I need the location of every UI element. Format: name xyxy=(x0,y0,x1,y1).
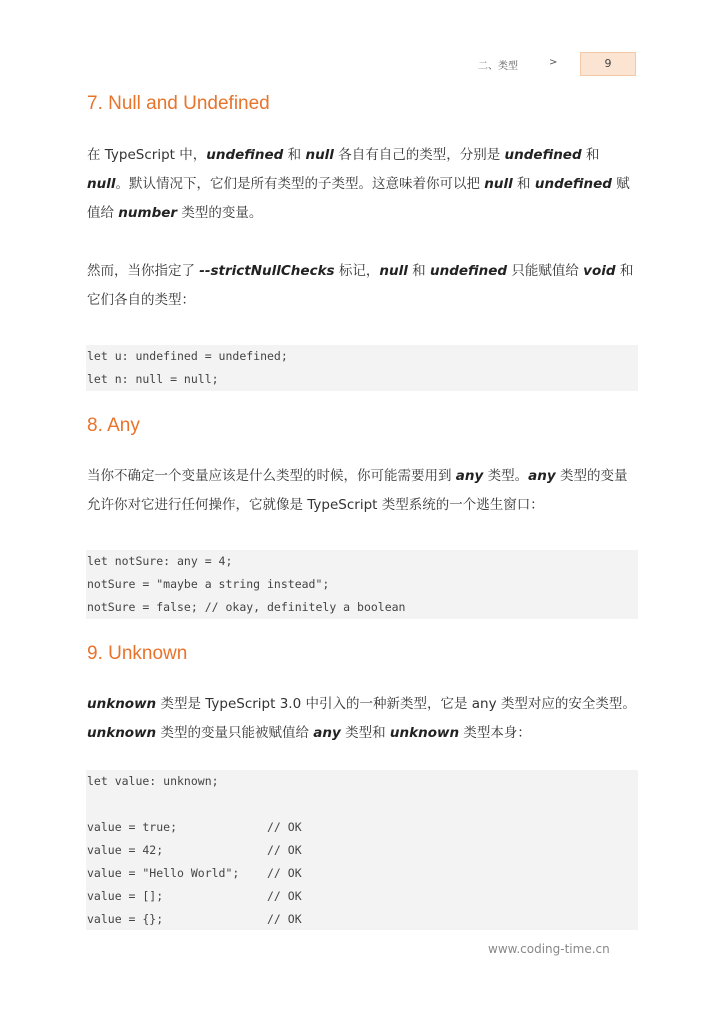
keyword: undefined xyxy=(429,263,508,279)
code-line: let notSure: any = 4; xyxy=(87,554,233,568)
keyword: null xyxy=(484,176,513,192)
keyword: unknown xyxy=(87,696,157,712)
keyword: null xyxy=(305,147,334,163)
keyword: any xyxy=(455,468,484,484)
text-run: 赋值给 xyxy=(87,176,630,221)
code-line xyxy=(87,793,638,816)
code-line: let n: null = null; xyxy=(87,372,219,386)
keyword: undefined xyxy=(504,147,582,163)
code-line: value = "Hello World"; // OK xyxy=(87,866,302,880)
paragraph xyxy=(87,462,639,520)
text-run: 然而，当你指定了 xyxy=(87,263,200,279)
section-heading-unknown: 9. Unknown xyxy=(87,643,188,664)
text-run: 只能赋值给 xyxy=(507,263,584,279)
code-line: value = 42; // OK xyxy=(87,843,302,857)
paragraph xyxy=(87,690,639,748)
code-line: value = true; // OK xyxy=(87,820,302,834)
keyword: any xyxy=(313,725,341,741)
text-run: 。默认情况下，它们是所有类型的子类型。这意味着你可以把 xyxy=(115,176,485,192)
page-header xyxy=(0,52,724,78)
keyword: unknown xyxy=(87,725,157,741)
text-run: 当你不确定一个变量应该是什么类型的时候，你可能需要用到 xyxy=(87,468,456,484)
text-run: 和 xyxy=(407,263,430,279)
text-run: 类型本身： xyxy=(459,725,531,741)
code-line: let value: unknown; xyxy=(87,774,219,788)
code-block xyxy=(86,770,638,930)
text-run: 标记， xyxy=(334,263,380,279)
text-run: 和 xyxy=(512,176,535,192)
chevron-right-icon: > xyxy=(549,57,558,68)
page-number: 9 xyxy=(580,52,636,76)
keyword: any xyxy=(528,468,556,484)
keyword: unknown xyxy=(389,725,460,741)
chapter-label: 二、类型 xyxy=(478,61,518,72)
paragraph xyxy=(87,257,639,315)
text-run: 类型的变量允许你对它进行任何操作，它就像是 TypeScript 类型系统的一个逃生窗口： xyxy=(87,468,628,513)
website-url: www.coding-time.cn xyxy=(488,942,610,956)
keyword: undefined xyxy=(534,176,612,192)
text-run: 类型的变量。 xyxy=(177,205,263,221)
text-run: 和它们各自的类型： xyxy=(87,263,634,308)
keyword: number xyxy=(118,205,178,221)
keyword: undefined xyxy=(206,147,284,163)
paragraph xyxy=(87,141,639,228)
text-run: 和 xyxy=(283,147,306,163)
text-run: 类型是 TypeScript 3.0 中引入的一种新类型，它是 any 类型对应的安全类型。 xyxy=(156,696,636,712)
keyword: null xyxy=(87,176,116,192)
section-heading-null-undefined: 7. Null and Undefined xyxy=(87,93,270,114)
keyword: void xyxy=(583,263,616,279)
code-line: let u: undefined = undefined; xyxy=(87,349,288,363)
code-line: notSure = false; // okay, definitely a boolean xyxy=(87,600,406,614)
text-run: 在 TypeScript 中， xyxy=(87,147,207,163)
text-run: 类型和 xyxy=(340,725,390,741)
code-block xyxy=(86,550,638,619)
keyword: null xyxy=(379,263,408,279)
code-line: value = []; // OK xyxy=(87,889,302,903)
code-line: value = {}; // OK xyxy=(87,912,302,926)
text-run: 类型的变量只能被赋值给 xyxy=(156,725,314,741)
section-heading-any: 8. Any xyxy=(87,415,140,436)
keyword: --strictNullChecks xyxy=(199,263,335,279)
text-run: 各自有自己的类型，分别是 xyxy=(333,147,505,163)
code-block xyxy=(86,345,638,391)
text-run: 类型。 xyxy=(483,468,529,484)
code-line: notSure = "maybe a string instead"; xyxy=(87,577,330,591)
text-run: 和 xyxy=(581,147,600,163)
